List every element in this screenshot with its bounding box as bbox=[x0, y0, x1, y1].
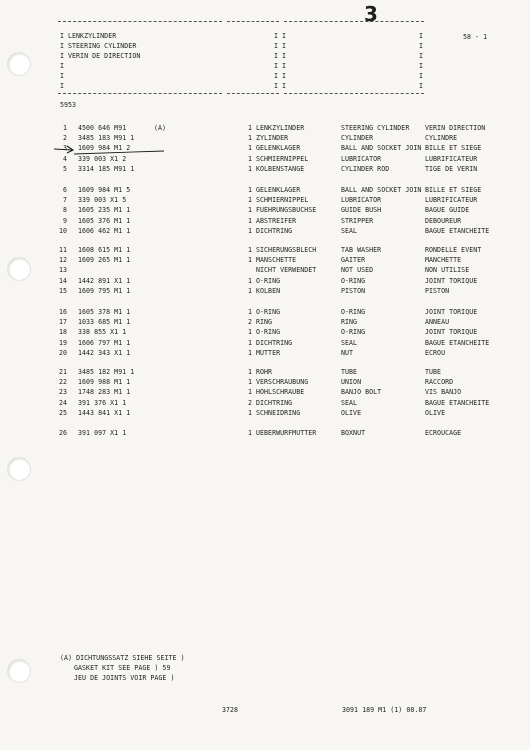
header-bottom-rule bbox=[227, 93, 279, 94]
group-code: 5953 bbox=[60, 101, 77, 109]
description-de: SCHMIERNIPPEL bbox=[256, 196, 309, 205]
description-fr: JOINT TORIQUE bbox=[425, 328, 478, 337]
description-en: GAITER bbox=[341, 256, 366, 265]
header-column-separator: I I bbox=[274, 32, 287, 40]
item-quantity: 1 bbox=[247, 226, 252, 235]
item-quantity: 2 bbox=[247, 398, 252, 407]
description-de: HOHLSCHRAUBE bbox=[256, 388, 305, 397]
item-number: 12 bbox=[58, 256, 67, 265]
item-quantity: 1 bbox=[247, 388, 252, 397]
header-left-bar: I bbox=[60, 52, 65, 60]
description-de: NICHT VERWENDET bbox=[256, 266, 317, 275]
punch-hole bbox=[8, 458, 30, 480]
item-quantity: 1 bbox=[247, 134, 252, 143]
description-de: DICHTRING bbox=[256, 398, 293, 407]
description-de: GELENKLAGER bbox=[256, 144, 301, 153]
item-number: 24 bbox=[58, 398, 67, 407]
description-en: OLIVE bbox=[341, 408, 362, 417]
part-number: 1609 265 M1 1 bbox=[78, 256, 131, 265]
part-number: 3485 183 M91 1 bbox=[78, 134, 135, 143]
description-de: KOLBENSTANGE bbox=[256, 164, 305, 173]
header-column-separator: I I bbox=[274, 52, 287, 60]
header-title-de: LENKZYLINDER bbox=[68, 32, 117, 40]
header-top-rule bbox=[227, 21, 279, 22]
footer-doc-reference: 3091 189 M1 (1) 08.87 bbox=[342, 706, 427, 714]
description-en: O-RING bbox=[341, 328, 366, 337]
description-fr: LUBRIFICATEUR bbox=[425, 154, 478, 163]
description-en: O-RING bbox=[341, 308, 366, 316]
header-column-separator: I I bbox=[274, 82, 287, 90]
description-de: MUTTER bbox=[256, 348, 281, 357]
header-column-separator: I I bbox=[274, 62, 287, 70]
item-number: 20 bbox=[58, 348, 67, 357]
footer-code: 3728 bbox=[222, 706, 239, 714]
header-bottom-rule bbox=[58, 93, 222, 94]
part-number: 1605 235 M1 1 bbox=[78, 206, 131, 215]
description-fr: ANNEAU bbox=[425, 318, 450, 327]
description-de: FUEHRUNGSBUCHSE bbox=[256, 206, 317, 215]
punch-hole bbox=[8, 660, 30, 682]
header-left-bar: I bbox=[60, 62, 65, 70]
description-de: MANSCHETTE bbox=[256, 256, 297, 265]
description-en: TAB WASHER bbox=[341, 246, 382, 254]
item-number: 17 bbox=[58, 318, 67, 327]
item-quantity: 1 bbox=[247, 164, 252, 173]
part-number: 4500 646 M91 bbox=[78, 124, 127, 132]
footnote-line-de: (A) DICHTUNGSSATZ SIEHE SEITE ) bbox=[60, 654, 185, 662]
item-quantity: 1 bbox=[247, 368, 252, 376]
description-de: GELENKLAGER bbox=[256, 186, 301, 194]
description-en: NOT USED bbox=[341, 266, 374, 275]
description-fr: BAGUE GUIDE bbox=[425, 206, 470, 215]
item-number: 23 bbox=[58, 388, 67, 397]
description-fr: VERIN DIRECTION bbox=[425, 124, 486, 132]
description-fr: DEBOUREUR bbox=[425, 216, 462, 225]
description-de: VERSCHRAUBUNG bbox=[256, 378, 309, 387]
item-number: 2 bbox=[62, 134, 67, 143]
item-quantity: 1 bbox=[247, 144, 252, 153]
header-right-bar: I bbox=[419, 82, 424, 90]
part-number: 1748 283 M1 1 bbox=[78, 388, 131, 397]
part-number: 1609 795 M1 1 bbox=[78, 286, 131, 295]
item-number: 16 bbox=[58, 308, 67, 316]
description-fr: MANCHETTE bbox=[425, 256, 462, 265]
item-number: 26 bbox=[58, 429, 67, 437]
header-bottom-rule bbox=[284, 93, 424, 94]
description-de: KOLBEN bbox=[256, 286, 281, 295]
description-de: ABSTREIFER bbox=[256, 216, 297, 225]
description-de: O-RING bbox=[256, 328, 281, 337]
part-number: 1605 378 M1 1 bbox=[78, 308, 131, 316]
description-en: LUBRICATOR bbox=[341, 196, 382, 205]
description-de: SCHMIERNIPPEL bbox=[256, 154, 309, 163]
part-number: 338 855 X1 1 bbox=[78, 328, 127, 337]
description-en: BALL AND SOCKET JOIN bbox=[341, 186, 422, 194]
description-fr: BILLE ET SIEGE bbox=[425, 186, 482, 194]
description-de: O-RING bbox=[256, 308, 281, 316]
description-de: O-RING bbox=[256, 276, 281, 285]
item-number: 9 bbox=[62, 216, 67, 225]
item-number: 13 bbox=[58, 266, 67, 275]
punch-hole bbox=[8, 258, 30, 280]
part-number: 1605 376 M1 1 bbox=[78, 216, 131, 225]
header-left-bar: I bbox=[60, 32, 65, 40]
description-en: CYLINDER ROD bbox=[341, 164, 390, 173]
description-en: PISTON bbox=[341, 286, 366, 295]
item-quantity: 1 bbox=[247, 348, 252, 357]
part-number: 1609 984 M1 2 bbox=[78, 144, 131, 153]
description-de: SCHNEIDRING bbox=[256, 408, 301, 417]
part-number: 1442 891 X1 1 bbox=[78, 276, 131, 285]
item-quantity: 1 bbox=[247, 216, 252, 225]
item-quantity: 1 bbox=[247, 276, 252, 285]
header-right-bar: I bbox=[419, 52, 424, 60]
item-number: 15 bbox=[58, 286, 67, 295]
part-number: 1609 984 M1 5 bbox=[78, 186, 131, 194]
header-top-rule bbox=[284, 21, 424, 22]
header-column-separator: I I bbox=[274, 72, 287, 80]
header-top-rule bbox=[58, 21, 222, 22]
part-number: 1606 462 M1 1 bbox=[78, 226, 131, 235]
description-fr: RONDELLE EVENT bbox=[425, 246, 482, 254]
description-de: ZYLINDER bbox=[256, 134, 289, 143]
description-fr: ECROU bbox=[425, 348, 446, 357]
item-quantity: 1 bbox=[247, 328, 252, 337]
header-right-bar: I bbox=[419, 42, 424, 50]
description-en: BOXNUT bbox=[341, 429, 366, 437]
description-en: STEERING CYLINDER bbox=[341, 124, 410, 132]
description-fr: BILLE ET SIEGE bbox=[425, 144, 482, 153]
item-number: 22 bbox=[58, 378, 67, 387]
item-number: 8 bbox=[62, 206, 67, 215]
footnote-line-fr: JEU DE JOINTS VOIR PAGE ) bbox=[74, 674, 175, 682]
description-fr: BAGUE ETANCHEITE bbox=[425, 338, 490, 347]
header-left-bar: I bbox=[60, 42, 65, 50]
description-en: UNION bbox=[341, 378, 362, 387]
item-number: 19 bbox=[58, 338, 67, 347]
description-en: BANJO BOLT bbox=[341, 388, 382, 397]
header-right-bar: I bbox=[419, 72, 424, 80]
page-number: 3 bbox=[364, 2, 378, 26]
header-right-bar: I bbox=[419, 62, 424, 70]
description-fr: TUBE bbox=[425, 368, 442, 376]
item-number: 25 bbox=[58, 408, 67, 417]
description-en: STRIPPER bbox=[341, 216, 374, 225]
description-fr: BAGUE ETANCHEITE bbox=[425, 226, 490, 235]
description-en: TUBE bbox=[341, 368, 358, 376]
item-number: 10 bbox=[58, 226, 67, 235]
part-number: 3485 182 M91 1 bbox=[78, 368, 135, 376]
description-de: DICHTRING bbox=[256, 226, 293, 235]
item-number: 4 bbox=[62, 154, 67, 163]
description-fr: PISTON bbox=[425, 286, 450, 295]
item-quantity: 1 bbox=[247, 154, 252, 163]
sheet-reference: 58 - 1 bbox=[463, 33, 488, 41]
item-quantity: 1 bbox=[247, 206, 252, 215]
description-de: ROHR bbox=[256, 368, 273, 376]
item-number: 3 bbox=[62, 144, 67, 153]
item-quantity: 1 bbox=[247, 308, 252, 316]
header-title-fr: VERIN DE DIRECTION bbox=[68, 52, 141, 60]
item-quantity: 1 bbox=[247, 338, 252, 347]
part-number: 1606 797 M1 1 bbox=[78, 338, 131, 347]
header-left-bar: I bbox=[60, 82, 65, 90]
header-right-bar: I bbox=[419, 32, 424, 40]
item-number: 11 bbox=[58, 246, 67, 254]
item-number: 7 bbox=[62, 196, 67, 205]
part-number: 3314 185 M91 1 bbox=[78, 164, 135, 173]
description-fr: JOINT TORIQUE bbox=[425, 276, 478, 285]
item-quantity: 1 bbox=[247, 378, 252, 387]
item-number: 5 bbox=[62, 164, 67, 173]
footnote-line-en: GASKET KIT SEE PAGE ) 59 bbox=[74, 664, 171, 672]
description-de: RING bbox=[256, 318, 273, 327]
part-number: 1443 841 X1 1 bbox=[78, 408, 131, 417]
description-de: LENKZYLINDER bbox=[256, 124, 305, 132]
description-fr: CYLINDRE bbox=[425, 134, 458, 143]
item-quantity: 1 bbox=[247, 186, 252, 194]
item-note: (A) bbox=[154, 124, 167, 132]
description-fr: OLIVE bbox=[425, 408, 446, 417]
part-number: 391 376 X1 1 bbox=[78, 398, 127, 407]
item-quantity: 1 bbox=[247, 246, 252, 254]
punch-hole bbox=[8, 53, 30, 75]
description-en: BALL AND SOCKET JOIN bbox=[341, 144, 422, 153]
item-quantity: 1 bbox=[247, 429, 252, 437]
header-left-bar: I bbox=[60, 72, 65, 80]
description-de: SICHERUNGSBLECH bbox=[256, 246, 317, 254]
part-number: 1442 343 X1 1 bbox=[78, 348, 131, 357]
description-fr: TIGE DE VERIN bbox=[425, 164, 478, 173]
description-fr: NON UTILISE bbox=[425, 266, 470, 275]
item-number: 21 bbox=[58, 368, 67, 376]
header-column-separator: I I bbox=[274, 42, 287, 50]
description-de: UEBERWURFMUTTER bbox=[256, 429, 317, 437]
item-number: 1 bbox=[62, 124, 67, 132]
description-en: O-RING bbox=[341, 276, 366, 285]
handwritten-arrow-mark bbox=[52, 142, 172, 158]
description-fr: RACCORD bbox=[425, 378, 454, 387]
item-quantity: 1 bbox=[247, 124, 252, 132]
description-en: NUT bbox=[341, 348, 354, 357]
description-en: SEAL bbox=[341, 338, 358, 347]
description-en: SEAL bbox=[341, 226, 358, 235]
header-title-en: STEERING CYLINDER bbox=[68, 42, 137, 50]
description-de: DICHTRING bbox=[256, 338, 293, 347]
description-en: LUBRICATOR bbox=[341, 154, 382, 163]
description-en: GUIDE BUSH bbox=[341, 206, 382, 215]
part-number: 391 097 X1 1 bbox=[78, 429, 127, 437]
item-quantity: 1 bbox=[247, 408, 252, 417]
part-number: 1609 988 M1 1 bbox=[78, 378, 131, 387]
description-fr: ECROUCAGE bbox=[425, 429, 462, 437]
part-number: 339 003 X1 2 bbox=[78, 154, 127, 163]
part-number: 339 003 X1 5 bbox=[78, 196, 127, 205]
item-number: 6 bbox=[62, 186, 67, 194]
item-quantity: 1 bbox=[247, 196, 252, 205]
item-number: 14 bbox=[58, 276, 67, 285]
part-number: 1033 685 M1 1 bbox=[78, 318, 131, 327]
description-fr: BAGUE ETANCHEITE bbox=[425, 398, 490, 407]
description-en: SEAL bbox=[341, 398, 358, 407]
description-en: CYLINDER bbox=[341, 134, 374, 143]
item-quantity: 1 bbox=[247, 256, 252, 265]
item-quantity: 2 bbox=[247, 318, 252, 327]
part-number: 1608 615 M1 1 bbox=[78, 246, 131, 254]
description-en: RING bbox=[341, 318, 358, 327]
description-fr: LUBRIFICATEUR bbox=[425, 196, 478, 205]
item-quantity: 1 bbox=[247, 286, 252, 295]
description-fr: JOINT TORIQUE bbox=[425, 308, 478, 316]
description-fr: VIS BANJO bbox=[425, 388, 462, 397]
item-number: 18 bbox=[58, 328, 67, 337]
